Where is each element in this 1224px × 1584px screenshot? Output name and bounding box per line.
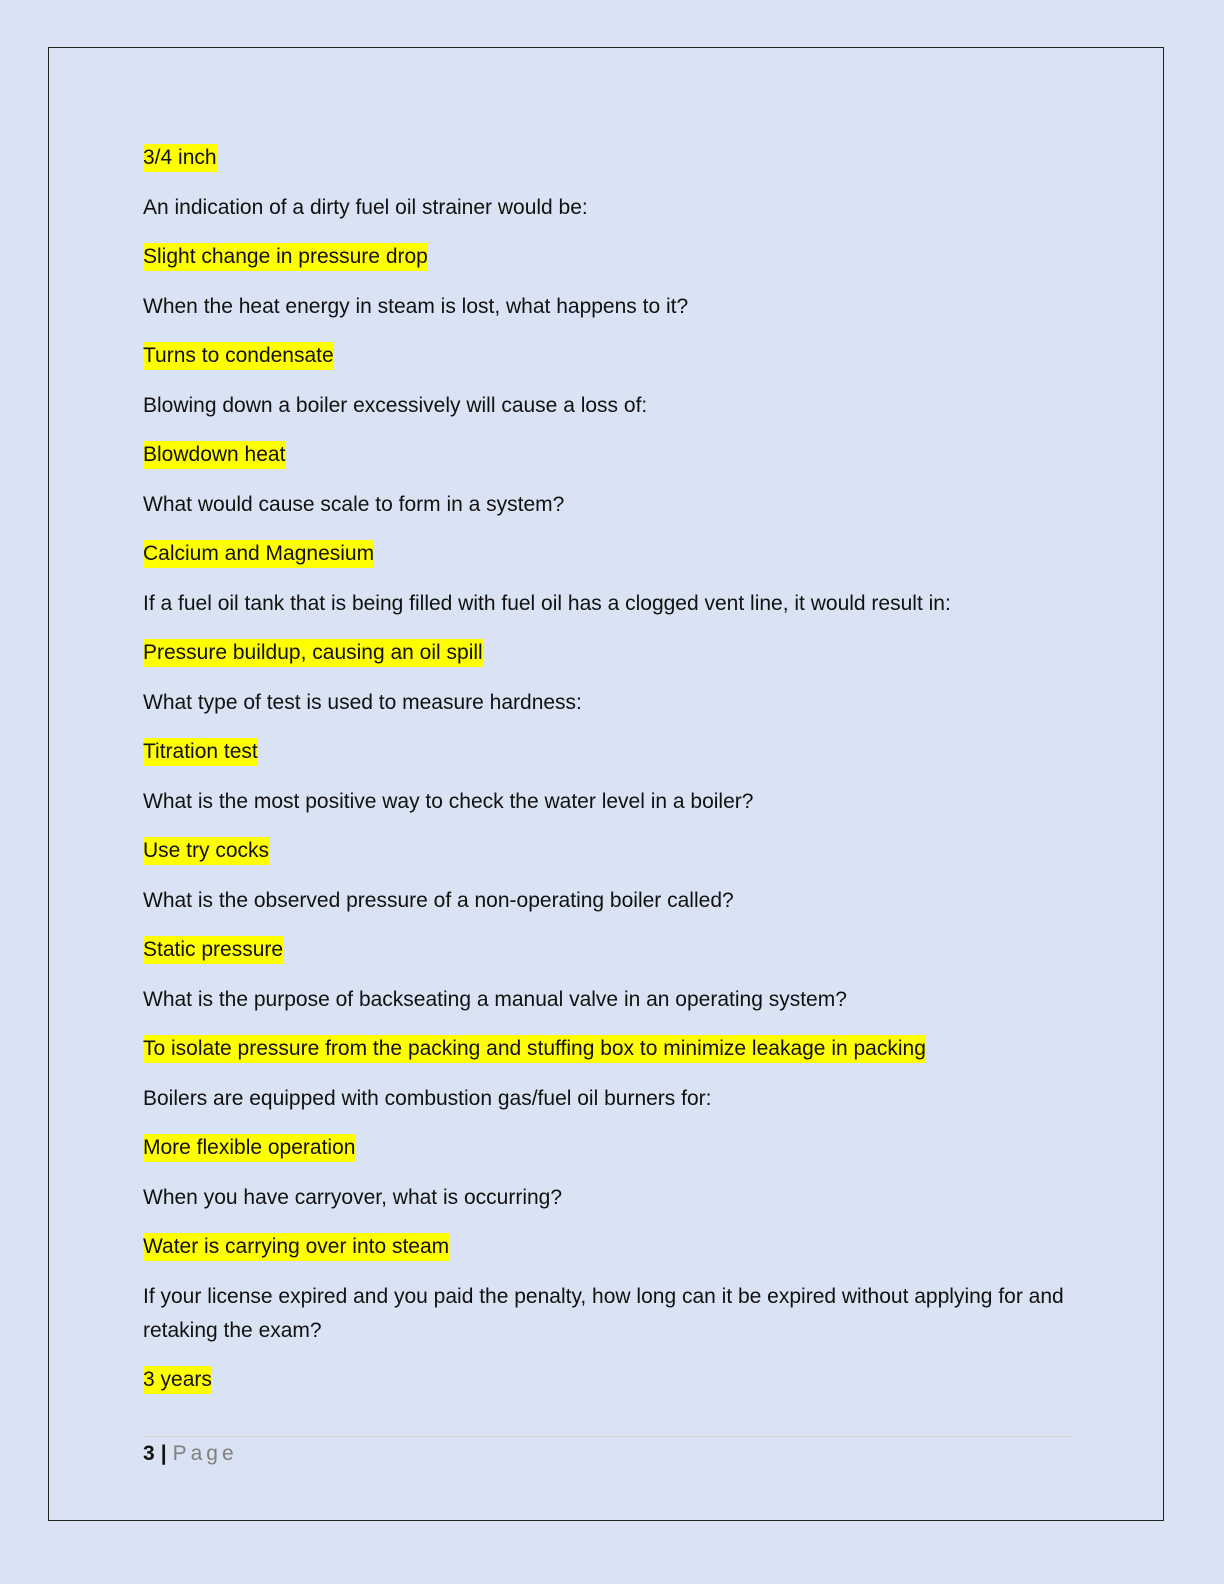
highlighted-answer: 3/4 inch <box>143 144 217 172</box>
highlighted-answer: Blowdown heat <box>143 441 285 469</box>
page-label: Page <box>172 1442 238 1465</box>
question-line: If your license expired and you paid the penalty, how long can it be expired without applying for and retaking the exam? <box>143 1284 1064 1342</box>
answer-line <box>143 141 1078 175</box>
highlighted-answer: Titration test <box>143 738 258 766</box>
question-line: What type of test is used to measure hardness: <box>143 690 582 714</box>
answer-line <box>143 438 1078 472</box>
question-line: An indication of a dirty fuel oil strainer would be: <box>143 195 588 219</box>
answer-line <box>143 933 1078 967</box>
question-line: What is the observed pressure of a non-operating boiler called? <box>143 888 734 912</box>
answer-line <box>143 339 1078 373</box>
question-line: Blowing down a boiler excessively will cause a loss of: <box>143 393 648 417</box>
footer-separator: | <box>160 1442 167 1465</box>
highlighted-answer: More flexible operation <box>143 1134 355 1162</box>
document-body <box>143 141 1078 1413</box>
page-number: 3 <box>143 1442 155 1465</box>
highlighted-answer: Calcium and Magnesium <box>143 540 374 568</box>
footer-divider <box>143 1436 1073 1437</box>
answer-line <box>143 735 1078 769</box>
highlighted-answer: Use try cocks <box>143 837 269 865</box>
page-footer <box>143 1440 238 1468</box>
highlighted-answer: To isolate pressure from the packing and stuffing box to minimize leakage in packing <box>143 1035 926 1063</box>
answer-line <box>143 834 1078 868</box>
answer-line <box>143 636 1078 670</box>
answer-line <box>143 1032 1078 1066</box>
question-line: What would cause scale to form in a system? <box>143 492 565 516</box>
highlighted-answer: Water is carrying over into steam <box>143 1233 449 1261</box>
answer-line <box>143 537 1078 571</box>
question-line: When you have carryover, what is occurring? <box>143 1185 563 1209</box>
question-line: What is the purpose of backseating a manual valve in an operating system? <box>143 987 847 1011</box>
highlighted-answer: Static pressure <box>143 936 283 964</box>
question-line: Boilers are equipped with combustion gas/fuel oil burners for: <box>143 1086 712 1110</box>
answer-line <box>143 1131 1078 1165</box>
answer-line <box>143 1363 1078 1397</box>
answer-line <box>143 240 1078 274</box>
answer-line <box>143 1230 1078 1264</box>
highlighted-answer: 3 years <box>143 1366 212 1394</box>
highlighted-answer: Turns to condensate <box>143 342 334 370</box>
question-line: What is the most positive way to check the water level in a boiler? <box>143 789 754 813</box>
highlighted-answer: Pressure buildup, causing an oil spill <box>143 639 483 667</box>
highlighted-answer: Slight change in pressure drop <box>143 243 428 271</box>
question-line: If a fuel oil tank that is being filled with fuel oil has a clogged vent line, it would result in: <box>143 591 951 615</box>
question-line: When the heat energy in steam is lost, what happens to it? <box>143 294 689 318</box>
